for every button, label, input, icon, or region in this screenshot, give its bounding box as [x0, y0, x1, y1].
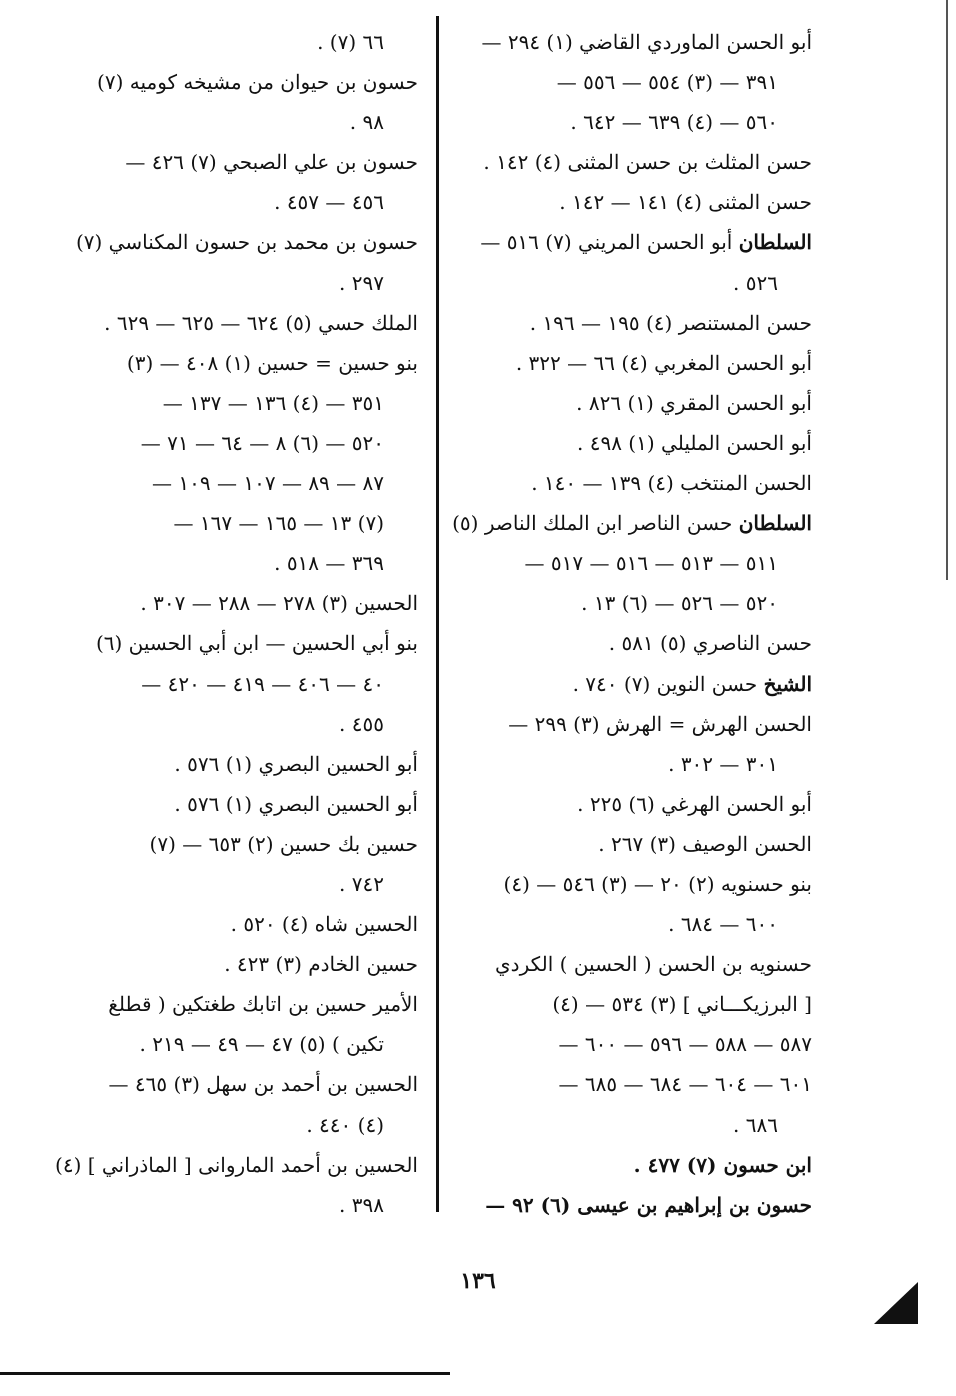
triangle-mark-icon [872, 1280, 920, 1326]
bottom-rule [0, 1372, 450, 1375]
index-entry-continuation: (٤) ٤٤٠ . [306, 1112, 384, 1137]
index-entry-continuation: ٣٩١ — (٣) ٥٥٤ — ٥٥٦ — [556, 70, 778, 95]
index-entry: ابن حسون (٧) ٤٧٧ . [633, 1152, 812, 1177]
index-entry-continuation: ٣٥١ — (٤) ١٣٦ — ١٣٧ — [162, 390, 384, 415]
index-entry: حسن المثنى (٤) ١٤١ — ١٤٢ . [559, 190, 812, 215]
index-entry: ٦٠١ — ٦٠٤ — ٦٨٤ — ٦٨٥ — [558, 1072, 812, 1097]
index-entry: حسون بن علي الصبحي (٧) ٤٢٦ — [125, 150, 418, 175]
index-entry: أبو الحسين البصري (١) ٥٧٦ . [174, 791, 418, 816]
index-entry-continuation: تكين ) (٥) ٤٧ — ٤٩ — ٢١٩ . [139, 1032, 384, 1057]
index-entry-continuation: ٨٧ — ٨٩ — ١٠٧ — ١٠٩ — [152, 471, 384, 496]
index-entry: أبو الحسن الهرغي (٦) ٢٢٥ . [577, 791, 812, 816]
index-entry: الملك حسي (٥) ٦٢٤ — ٦٢٥ — ٦٢٩ . [104, 310, 418, 335]
index-entry: بنو حسين = حسين (١) ٤٠٨ — (٣) [126, 350, 418, 375]
entry-title-word: السلطان [738, 511, 812, 536]
index-entry: أبو الحسن المقري (١) ٨٢٦ . [576, 390, 812, 415]
index-entry: حسن المثلث بن حسن المثنى (٤) ١٤٢ . [483, 150, 812, 175]
index-entry-continuation: ٥٢٦ . [733, 270, 778, 295]
index-entry: الحسن الوصيف (٣) ٢٦٧ . [598, 831, 812, 856]
index-entry: الحسين (٣) ٢٧٨ — ٢٨٨ — ٣٠٧ . [140, 591, 418, 616]
index-entry: الشيخ حسن النوين (٧) ٧٤٠ . [572, 671, 812, 696]
index-entry: ٥٨٧ — ٥٨٨ — ٥٩٦ — ٦٠٠ — [558, 1032, 812, 1057]
index-entry: بنو أبي الحسين — ابن أبي الحسين (٦) [95, 631, 418, 656]
index-entry: الحسن الهرش = الهرش (٣) ٢٩٩ — [508, 711, 812, 736]
index-entry-continuation: ٦٨٦ . [733, 1112, 778, 1137]
index-entry-continuation: ٥٦٠ — (٤) ٦٣٩ — ٦٤٢ . [570, 110, 778, 135]
index-entry: حسون بن محمد بن حسون المكناسي (٧) [75, 230, 418, 255]
index-entry: أبو الحسن الماوردي القاضي (١) ٢٩٤ — [481, 30, 812, 54]
index-entry: [ البرزيكـــاني ] (٣) ٥٣٤ — (٤) [552, 992, 812, 1017]
index-entry: حسون بن إبراهيم بن عيسى (٦) ٩٢ — [485, 1192, 812, 1217]
index-entry-continuation: ٣٩٨ . [339, 1192, 384, 1217]
index-entry: الحسين بن أحمد الماروانى [ الماذراني ] (٤) [55, 1152, 418, 1177]
right-column [452, 22, 812, 1225]
page-edge-line [946, 0, 948, 580]
index-entry-continuation: ٩٨ . [349, 110, 384, 135]
index-entry: حسين بك حسين (٢) ٦٥٣ — (٧) [149, 831, 418, 856]
index-entry-continuation: ٤٥٦ — ٤٥٧ . [274, 190, 384, 215]
index-entry: حسين الخادم (٣) ٤٢٣ . [224, 952, 418, 977]
index-entry-continuation: ٥١١ — ٥١٣ — ٥١٦ — ٥١٧ — [524, 551, 778, 576]
index-entry: السلطان حسن الناصر ابن الملك الناصر (٥) [452, 511, 812, 536]
entry-title-word: السلطان [738, 230, 812, 255]
index-entry: السلطان أبو الحسن المريني (٧) ٥١٦ — [480, 230, 812, 255]
index-entry: حسن المستنصر (٤) ١٩٥ — ١٩٦ . [529, 310, 812, 335]
left-column [55, 22, 418, 1225]
index-entry: الأمير حسين بن اتابك طغتكين ( قطلغ [108, 992, 418, 1017]
index-entry: أبو الحسين البصري (١) ٥٧٦ . [174, 751, 418, 776]
index-entry-continuation: ٦٦ (٧) . [317, 30, 384, 54]
index-entry-continuation: ٤٥٥ . [339, 711, 384, 736]
index-entry: أبو الحسن المليلي (١) ٤٩٨ . [577, 430, 812, 455]
index-entry: الحسين بن أحمد بن سهل (٣) ٤٦٥ — [108, 1072, 418, 1097]
index-entry: الحسين شاه (٤) ٥٢٠ . [230, 912, 418, 937]
index-entry: حسون بن حيوان من مشيخه كوميه (٧) [97, 70, 418, 95]
index-entry-continuation: ٧٤٢ . [339, 871, 384, 896]
index-entry: حسن الناصري (٥) ٥٨١ . [608, 631, 812, 656]
index-entry-continuation: ٣٦٩ — ٥١٨ . [274, 551, 384, 576]
entry-title-word: الشيخ [763, 671, 812, 696]
index-entry-continuation: (٧) ١٣ — ١٦٥ — ١٦٧ — [173, 511, 384, 536]
index-entry: حسنويه بن الحسن ( الحسين ) الكردي [495, 952, 812, 977]
page-number: ١٣٦ [460, 1268, 496, 1294]
index-entry-continuation: ٥٢٠ — ٥٢٦ — (٦) ١٣ . [581, 591, 778, 616]
index-entry: الحسن المنتخب (٤) ١٣٩ — ١٤٠ . [531, 471, 812, 496]
index-entry: أبو الحسن المغربي (٤) ٦٦ — ٣٢٢ . [515, 350, 812, 375]
index-entry-continuation: ٢٩٧ . [339, 270, 384, 295]
index-entry-continuation: ٣٠١ — ٣٠٢ . [668, 751, 778, 776]
index-entry-continuation: ٤٠ — ٤٠٦ — ٤١٩ — ٤٢٠ — [141, 671, 384, 696]
index-entry-continuation: ٦٠٠ — ٦٨٤ . [668, 912, 778, 937]
index-entry-continuation: ٥٢٠ — (٦) ٨ — ٦٤ — ٧١ — [140, 430, 384, 455]
index-entry: بنو حسنويه (٢) ٢٠ — (٣) ٥٤٦ — (٤) [503, 871, 812, 896]
column-divider [436, 16, 439, 1212]
